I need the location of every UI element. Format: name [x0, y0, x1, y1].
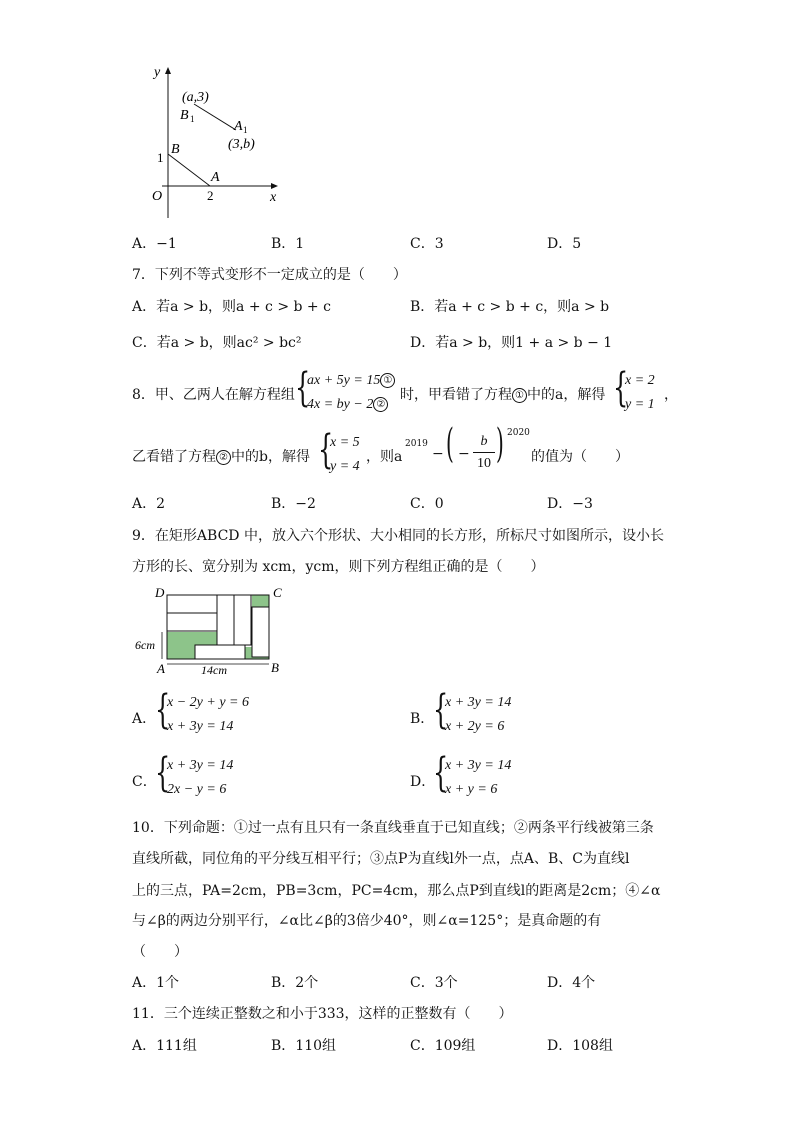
segment-ab: [168, 154, 210, 186]
tick-1: 1: [157, 150, 164, 165]
q9-b-eq1: x + 3y = 14: [445, 695, 512, 710]
q8-mark1: ①: [380, 373, 395, 388]
q9-b-eq2: x + 2y = 6: [445, 719, 505, 734]
b1-label: B: [180, 108, 189, 123]
q8-frac-den: 10: [477, 456, 491, 471]
q11-stem: 11．三个连续正整数之和小于333，这样的正整数有（ ）: [132, 1006, 513, 1022]
segment-a1b1: [194, 104, 236, 130]
b-label: B: [171, 142, 180, 157]
q9-d-brace: {: [433, 750, 449, 796]
a1-label: A: [234, 119, 243, 134]
a-label: A: [211, 170, 220, 185]
green-fill-top-right: [252, 595, 269, 607]
q9-option-c-system: [167, 754, 233, 802]
q9-option-a-label[interactable]: A．: [132, 711, 157, 727]
q9-line2: 方形的长、宽分别为 xcm，ycm，则下列方程组正确的是（ ）: [132, 559, 545, 575]
q8-solution-1: [625, 369, 655, 417]
q8-sol1-x: x = 2: [625, 373, 655, 388]
q8-system: [307, 369, 395, 417]
q8-eq2: 4x = by − 2: [307, 397, 374, 412]
q8-paren-right: ): [496, 421, 504, 467]
q11-option-b[interactable]: B．110组: [271, 1038, 337, 1054]
q7-stem: 7．下列不等式变形不一定成立的是（ ）: [132, 267, 407, 283]
q8-frac-bar: [473, 452, 495, 453]
q8-sol1-y: y = 1: [625, 397, 655, 412]
a1-coord: (3,b): [228, 137, 255, 152]
small-rect-1: [167, 595, 217, 613]
q8-mid: [400, 384, 605, 404]
green-fill-bottom-left: [167, 646, 181, 658]
q8-sol2-y: y = 4: [330, 459, 360, 474]
q8-option-b[interactable]: B．−2: [271, 496, 316, 512]
q9-option-b-label[interactable]: B．: [410, 711, 435, 727]
q6-option-a[interactable]: A．−1: [132, 236, 177, 252]
q9-c-eq2: 2x − y = 6: [167, 782, 227, 797]
q7-option-a[interactable]: A．若a > b，则a + c > b + c: [132, 299, 331, 315]
q6-option-b[interactable]: B．1: [271, 236, 305, 252]
q8-exp2: 2020: [507, 428, 530, 438]
q10-option-a[interactable]: A．1个: [132, 975, 180, 991]
q8-line2-mark2: ②: [216, 450, 231, 465]
label-width: 14cm: [201, 663, 227, 677]
q8-brace-2: {: [613, 365, 629, 411]
q11-option-a[interactable]: A．111组: [132, 1038, 197, 1054]
q8-minus: −: [432, 446, 444, 462]
q9-a-eq2: x + 3y = 14: [167, 719, 234, 734]
q10-line5: （ ）: [132, 944, 188, 960]
label-c: C: [273, 585, 282, 600]
x-axis-arrow: [271, 183, 278, 189]
q8-sol2-x: x = 5: [330, 435, 360, 450]
y-label: y: [154, 65, 161, 80]
b1-sub: 1: [190, 114, 195, 124]
q8-solution-2: [330, 431, 360, 479]
q8-tail: 的值为（ ）: [531, 449, 629, 465]
q7-option-b[interactable]: B．若a + c > b + c，则a > b: [410, 299, 610, 315]
q8-frac-num: b: [480, 434, 488, 449]
q9-option-c-label[interactable]: C．: [132, 774, 157, 790]
q10-line1: 10．下列命题：①过一点有且只有一条直线垂直于已知直线；②两条平行线被第三条: [132, 820, 654, 836]
q8-option-a[interactable]: A．2: [132, 496, 166, 512]
label-d: D: [155, 585, 165, 600]
q9-c-brace: {: [155, 750, 171, 796]
a1-sub: 1: [243, 125, 248, 135]
q8-line2-a: 乙看错了方程: [132, 449, 216, 465]
small-rect-6: [195, 645, 245, 659]
x-label: x: [270, 190, 277, 205]
q10-line3: 上的三点，PA=2cm，PB=3cm，PC=4cm，那么点P到直线l的距离是2cm；④∠α: [132, 883, 661, 899]
q8-option-c[interactable]: C．0: [410, 496, 444, 512]
label-height: 6cm: [135, 638, 155, 652]
q10-option-c[interactable]: C．3个: [410, 975, 458, 991]
q8-mark2: ②: [373, 397, 388, 412]
rectangle-figure: [130, 584, 290, 679]
q8-option-d[interactable]: D．−3: [547, 496, 593, 512]
q9-line1: 9．在矩形ABCD 中，放入六个形状、大小相同的长方形，所标尺寸如图所示，设小长: [132, 528, 664, 544]
label-b: B: [271, 660, 279, 675]
q7-option-d[interactable]: D．若a > b，则1 + a > b − 1: [410, 335, 613, 351]
q8-mid-mark1: ①: [512, 388, 527, 403]
q10-option-b[interactable]: B．2个: [271, 975, 319, 991]
q9-d-eq2: x + y = 6: [445, 782, 498, 797]
small-rect-5: [252, 607, 269, 657]
q8-paren-left: (: [446, 421, 454, 467]
q10-line4: 与∠β的两边分别平行，∠α比∠β的3倍少40°，则∠α=125°；是真命题的有: [132, 913, 602, 929]
q7-option-c[interactable]: C．若a > b，则ac² > bc²: [132, 335, 302, 351]
q9-b-brace: {: [433, 687, 449, 733]
small-rect-2: [167, 613, 217, 631]
q9-option-b-system: [445, 691, 511, 739]
q8-exp1: 2019: [405, 439, 428, 449]
q9-d-eq1: x + 3y = 14: [445, 758, 512, 773]
q8-comma: ，: [664, 387, 678, 403]
q8-line2-a-wrap: [132, 446, 310, 466]
q9-option-d-label[interactable]: D．: [410, 774, 436, 790]
q9-c-eq1: x + 3y = 14: [167, 758, 234, 773]
q8-mid2-text: 中的a，解得: [527, 387, 606, 403]
q8-brace-3: {: [318, 427, 334, 473]
q6-option-c[interactable]: C．3: [410, 236, 444, 252]
q9-option-d-system: [445, 754, 511, 802]
q8-lead: 8．甲、乙两人在解方程组: [132, 387, 295, 403]
q10-option-d[interactable]: D．4个: [547, 975, 596, 991]
origin-label: O: [152, 189, 163, 204]
small-rect-3: [217, 595, 234, 645]
q9-a-brace: {: [155, 687, 171, 733]
q8-mid-text: 时，甲看错了方程: [400, 387, 512, 403]
q6-option-d[interactable]: D．5: [547, 236, 582, 252]
label-a: A: [157, 661, 165, 676]
coordinate-figure: [140, 58, 290, 223]
q9-option-a-system: [167, 691, 249, 739]
q8-brace-1: {: [295, 365, 311, 411]
q8-eq1: ax + 5y = 15: [307, 373, 381, 388]
small-rect-4: [234, 595, 251, 645]
y-axis-arrow: [165, 67, 171, 74]
q11-option-c[interactable]: C．109组: [410, 1038, 476, 1054]
q8-line2-b: 中的b，解得: [231, 449, 310, 465]
q10-line2: 直线所截，同位角的平分线互相平行；③点P为直线l外一点，点A、B、C为直线l: [132, 851, 630, 867]
q9-a-eq1: x − 2y + y = 6: [167, 695, 249, 710]
q8-frac-minus: −: [458, 446, 470, 462]
q11-option-d[interactable]: D．108组: [547, 1038, 613, 1054]
tick-2: 2: [207, 188, 214, 203]
b1-coord: (a,3): [182, 90, 209, 105]
q8-then: ，则a: [366, 449, 403, 465]
